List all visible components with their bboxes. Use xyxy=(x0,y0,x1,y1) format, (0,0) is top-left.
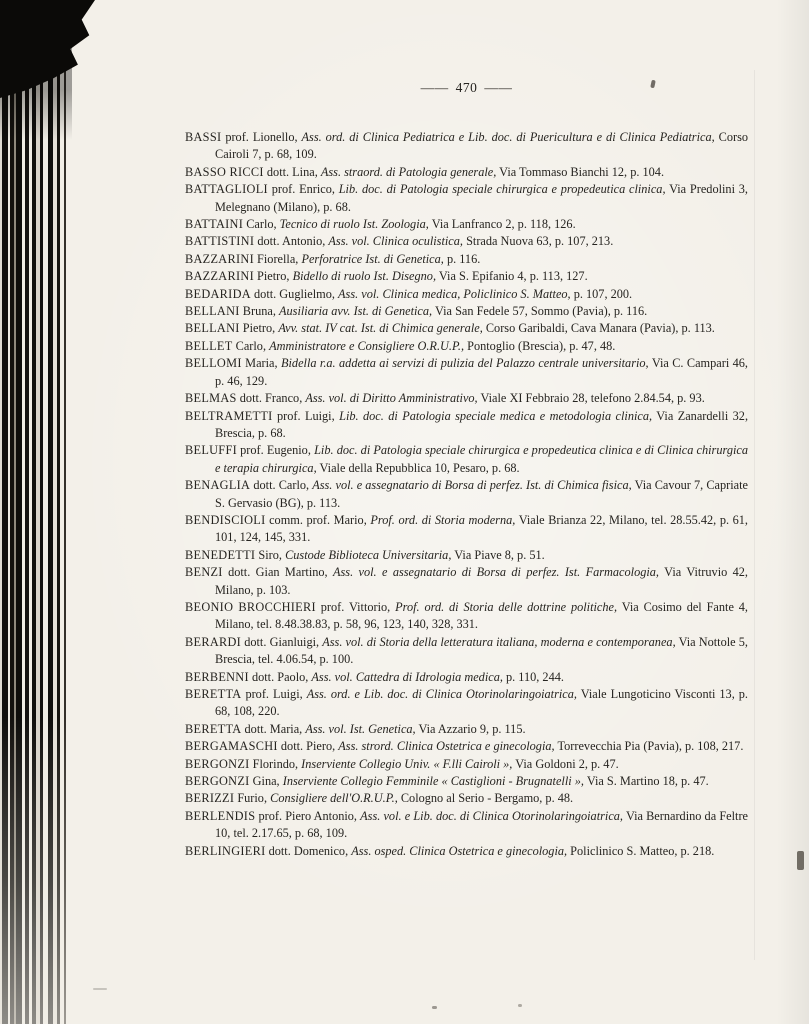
scan-speck xyxy=(432,1006,437,1009)
entry-surname: BERETTA xyxy=(185,721,242,736)
entry-surname: BELTRAMETTI xyxy=(185,408,273,423)
directory-entry xyxy=(185,477,748,512)
entry-given-name: prof. Luigi, xyxy=(276,408,335,423)
entry-surname: BERGAMASCHI xyxy=(185,739,278,754)
entry-given-name: Carlo, xyxy=(235,338,267,353)
entry-role: Ass. vol. Ist. Genetica, xyxy=(305,721,416,736)
entry-surname: BELLOMI xyxy=(185,356,242,371)
entry-role: Ass. strord. Clinica Ostetrica e ginecologia, xyxy=(338,739,555,754)
entry-address-pages: Pontoglio (Brescia), p. 47, 48. xyxy=(467,338,616,353)
directory-entry xyxy=(185,251,748,268)
entry-given-name: dott. Gianluigi, xyxy=(244,634,320,649)
directory-entry xyxy=(185,738,748,755)
entry-role: Ass. vol. di Storia della letteratura italiana, moderna e contemporanea, xyxy=(322,634,676,649)
entry-surname: BEDARIDA xyxy=(185,286,251,301)
entry-address-pages: Viale della Repubblica 10, Pesaro, p. 68. xyxy=(319,460,520,475)
entry-surname: BERLENDIS xyxy=(185,808,256,823)
entry-surname: BENEDETTI xyxy=(185,547,256,562)
directory-entry xyxy=(185,181,748,216)
entry-role: Amministratore e Consigliere O.R.U.P., xyxy=(269,338,465,353)
entry-surname: BATTAINI xyxy=(185,217,244,232)
entry-given-name: prof. Eugenio, xyxy=(240,443,311,458)
entry-address-pages: Via Goldoni 2, p. 47. xyxy=(515,756,619,771)
entry-given-name: dott. Paolo, xyxy=(251,669,309,684)
entry-role: Prof. ord. di Storia delle dottrine politiche, xyxy=(395,599,618,614)
entry-role: Bidello di ruolo Ist. Disegno, xyxy=(292,269,437,284)
entry-address-pages: Policlinico S. Matteo, p. 218. xyxy=(570,843,715,858)
entry-address-pages: Via C. Campari 46, p. 46, 129. xyxy=(215,356,748,388)
entry-surname: BAZZARINI xyxy=(185,269,254,284)
entry-address-pages: Via Bernardino da Feltre 10, tel. 2.17.65, p. 68, 109. xyxy=(215,808,748,841)
entry-address-pages: Via Piave 8, p. 51. xyxy=(454,547,545,562)
entry-given-name: dott. Franco, xyxy=(239,391,303,406)
entry-role: Ass. ord. di Clinica Pediatrica e Lib. doc. di Puericultura e di Clinica Pediatrica, xyxy=(301,130,715,144)
entry-given-name: dott. Antonio, xyxy=(257,234,326,249)
entry-address-pages: Via San Fedele 57, Sommo (Pavia), p. 116. xyxy=(434,304,648,319)
page-number xyxy=(185,80,748,96)
entry-role: Prof. ord. di Storia moderna, xyxy=(370,512,516,527)
directory-entry xyxy=(185,233,748,250)
entry-given-name: Furio, xyxy=(237,791,268,806)
entry-address-pages: p. 116. xyxy=(446,251,481,266)
entry-surname: BELUFFI xyxy=(185,443,237,458)
directory-entry xyxy=(185,773,748,790)
entry-address-pages: Torrevecchia Pia (Pavia), p. 108, 217. xyxy=(557,739,744,754)
directory-entry xyxy=(185,268,748,285)
directory-entry xyxy=(185,303,748,320)
entry-role: Inserviente Collegio Univ. « F.lli Cairoli », xyxy=(301,756,513,771)
entry-surname: BERBENNI xyxy=(185,669,249,684)
entry-given-name: Gina, xyxy=(252,774,280,789)
entry-role: Ass. vol. Cattedra di Idrologia medica, xyxy=(311,669,503,684)
scan-speck xyxy=(93,988,107,990)
directory-entry xyxy=(185,408,748,443)
entry-address-pages: Strada Nuova 63, p. 107, 213. xyxy=(466,234,614,249)
entry-surname: BERARDI xyxy=(185,634,242,649)
directory-entry xyxy=(185,756,748,773)
entry-given-name: prof. Enrico, xyxy=(271,182,335,197)
entry-role: Lib. doc. di Patologia speciale chirurgica e propedeutica clinica, xyxy=(338,182,666,197)
entry-address-pages: Viale XI Febbraio 28, telefono 2.84.54, p. 93. xyxy=(480,391,705,406)
entry-surname: BAZZARINI xyxy=(185,251,254,266)
directory-entry xyxy=(185,286,748,303)
entry-address-pages: Viale Brianza 22, Milano, tel. 28.55.42, p. 61, 101, 124, 145, 331. xyxy=(215,512,749,545)
entry-role: Ass. vol. Clinica medica, Policlinico S. Matteo, xyxy=(338,286,571,301)
entry-given-name: Siro, xyxy=(258,547,282,562)
entry-address-pages: p. 107, 200. xyxy=(573,286,633,301)
directory-entry xyxy=(185,216,748,233)
directory-entry xyxy=(185,599,748,634)
entry-address-pages: p. 110, 244. xyxy=(506,669,564,684)
directory-entry xyxy=(185,442,748,477)
entry-address-pages: Viale Lungoticino Visconti 13, p. 68, 108, 220. xyxy=(215,687,748,719)
entry-surname: BERIZZI xyxy=(185,791,235,806)
entry-surname: BELLANI xyxy=(185,321,240,336)
entry-surname: BATTISTINI xyxy=(185,234,255,249)
entry-given-name: comm. prof. Mario, xyxy=(269,512,367,527)
entry-role: Lib. doc. di Patologia speciale medica e metodologia clinica, xyxy=(339,408,653,423)
directory-entry xyxy=(185,564,748,599)
scan-speck xyxy=(797,851,804,870)
entry-given-name: prof. Lionello, xyxy=(225,130,298,144)
entry-surname: BELMAS xyxy=(185,391,237,406)
directory-entry xyxy=(185,843,748,860)
entry-given-name: prof. Vittorio, xyxy=(320,599,391,614)
entry-list xyxy=(185,129,748,860)
entry-role: Ass. ord. e Lib. doc. di Clinica Otorinolaringoiatrica, xyxy=(306,687,577,701)
page-body xyxy=(185,0,748,860)
page-crease xyxy=(754,70,755,960)
entry-role: Consigliere dell'O.R.U.P., xyxy=(270,791,398,806)
directory-entry xyxy=(185,390,748,407)
entry-role: Ass. vol. Clinica oculistica, xyxy=(328,234,463,249)
entry-surname: BENAGLIA xyxy=(185,478,251,493)
entry-surname: BERGONZI xyxy=(185,774,250,789)
entry-given-name: dott. Carlo, xyxy=(253,478,310,493)
entry-address-pages: Corso Garibaldi, Cava Manara (Pavia), p. 113. xyxy=(485,321,715,336)
entry-given-name: prof. Piero Antonio, xyxy=(258,808,358,823)
directory-entry xyxy=(185,634,748,669)
entry-address-pages: Via S. Epifanio 4, p. 113, 127. xyxy=(438,269,588,284)
entry-role: Ass. vol. e Lib. doc. di Clinica Otorinolaringoiatrica, xyxy=(360,808,623,823)
entry-role: Ass. osped. Clinica Ostetrica e ginecologia, xyxy=(351,843,568,858)
page-number-dash-right: —— xyxy=(484,80,513,95)
entry-given-name: Maria, xyxy=(245,356,278,371)
directory-entry xyxy=(185,547,748,564)
entry-surname: BATTAGLIOLI xyxy=(185,182,268,197)
entry-given-name: dott. Maria, xyxy=(244,721,303,736)
entry-address-pages: Cologno al Serio - Bergamo, p. 48. xyxy=(400,791,574,806)
directory-entry xyxy=(185,355,748,390)
directory-entry xyxy=(185,164,748,181)
entry-address-pages: Via Zanardelli 32, Brescia, p. 68. xyxy=(215,408,749,440)
entry-surname: BELLET xyxy=(185,338,233,353)
directory-entry xyxy=(185,129,748,164)
entry-surname: BENDISCIOLI xyxy=(185,512,266,527)
entry-role: Tecnico di ruolo Ist. Zoologia, xyxy=(279,217,429,232)
directory-entry xyxy=(185,669,748,686)
entry-given-name: dott. Domenico, xyxy=(268,843,349,858)
directory-entry xyxy=(185,320,748,337)
entry-address-pages: Via Azzario 9, p. 115. xyxy=(418,721,526,736)
entry-surname: BENZI xyxy=(185,565,223,580)
entry-role: Ass. vol. e assegnatario di Borsa di perfez. Ist. di Chimica fisica, xyxy=(312,478,632,493)
directory-entry xyxy=(185,808,748,843)
entry-role: Avv. stat. IV cat. Ist. di Chimica generale, xyxy=(278,321,483,336)
entry-address-pages: Via Vitruvio 42, Milano, p. 103. xyxy=(215,565,749,597)
entry-role: Perforatrice Ist. di Genetica, xyxy=(301,251,444,266)
directory-entry xyxy=(185,790,748,807)
entry-surname: BELLANI xyxy=(185,304,240,319)
entry-given-name: prof. Luigi, xyxy=(245,687,303,701)
entry-given-name: Bruna, xyxy=(242,304,276,319)
entry-given-name: Carlo, xyxy=(246,217,277,232)
entry-role: Ass. vol. e assegnatario di Borsa di perfez. Ist. Farmacologia, xyxy=(333,565,660,580)
entry-role: Bidella r.a. addetta ai servizi di pulizia del Palazzo centrale universitario, xyxy=(281,356,649,371)
entry-given-name: dott. Piero, xyxy=(280,739,336,754)
entry-given-name: Florindo, xyxy=(252,756,299,771)
entry-given-name: Fiorella, xyxy=(257,251,299,266)
page-number-value: 470 xyxy=(455,80,478,95)
entry-given-name: dott. Gian Martino, xyxy=(228,565,328,580)
entry-surname: BEONIO BROCCHIERI xyxy=(185,599,316,614)
entry-surname: BERETTA xyxy=(185,687,242,701)
entry-address-pages: Via Tommaso Bianchi 12, p. 104. xyxy=(499,164,665,179)
directory-entry xyxy=(185,512,748,547)
entry-surname: BERGONZI xyxy=(185,756,250,771)
entry-address-pages: Via Cavour 7, Capriate S. Gervasio (BG), p. 113. xyxy=(215,478,748,510)
entry-address-pages: Via S. Martino 18, p. 47. xyxy=(586,774,709,789)
entry-given-name: dott. Guglielmo, xyxy=(254,286,335,301)
scan-speck xyxy=(518,1004,522,1007)
entry-address-pages: Via Cosimo del Fante 4, Milano, tel. 8.48.38.83, p. 58, 96, 123, 140, 328, 331. xyxy=(215,599,748,632)
page-number-dash-left: —— xyxy=(420,80,449,95)
entry-role: Custode Biblioteca Universitaria, xyxy=(285,547,452,562)
directory-entry xyxy=(185,721,748,738)
entry-surname: BERLINGIERI xyxy=(185,843,266,858)
entry-given-name: dott. Lina, xyxy=(266,164,318,179)
entry-role: Inserviente Collegio Femminile « Castiglioni - Brugnatelli », xyxy=(282,774,584,789)
entry-role: Ass. straord. di Patologia generale, xyxy=(320,164,497,179)
entry-given-name: Pietro, xyxy=(242,321,276,336)
entry-address-pages: Via Nottole 5, Brescia, tel. 4.06.54, p. 100. xyxy=(215,634,748,667)
entry-address-pages: Corso Cairoli 7, p. 68, 109. xyxy=(215,130,749,162)
entry-role: Lib. doc. di Patologia speciale chirurgica e propedeutica clinica e di Clinica chirurgica e terapia chirurgica, xyxy=(215,443,748,475)
entry-surname: BASSI xyxy=(185,130,222,144)
entry-address-pages: Via Predolini 3, Melegnano (Milano), p. 68. xyxy=(215,182,749,214)
directory-entry xyxy=(185,338,748,355)
entry-address-pages: Via Lanfranco 2, p. 118, 126. xyxy=(431,217,576,232)
entry-role: Ausiliaria avv. Ist. di Genetica, xyxy=(279,304,433,319)
directory-entry xyxy=(185,686,748,721)
entry-surname: BASSO RICCI xyxy=(185,164,264,179)
entry-role: Ass. vol. di Diritto Amministrativo, xyxy=(305,391,478,406)
entry-given-name: Pietro, xyxy=(257,269,290,284)
book-binding-shadow xyxy=(0,0,72,1024)
